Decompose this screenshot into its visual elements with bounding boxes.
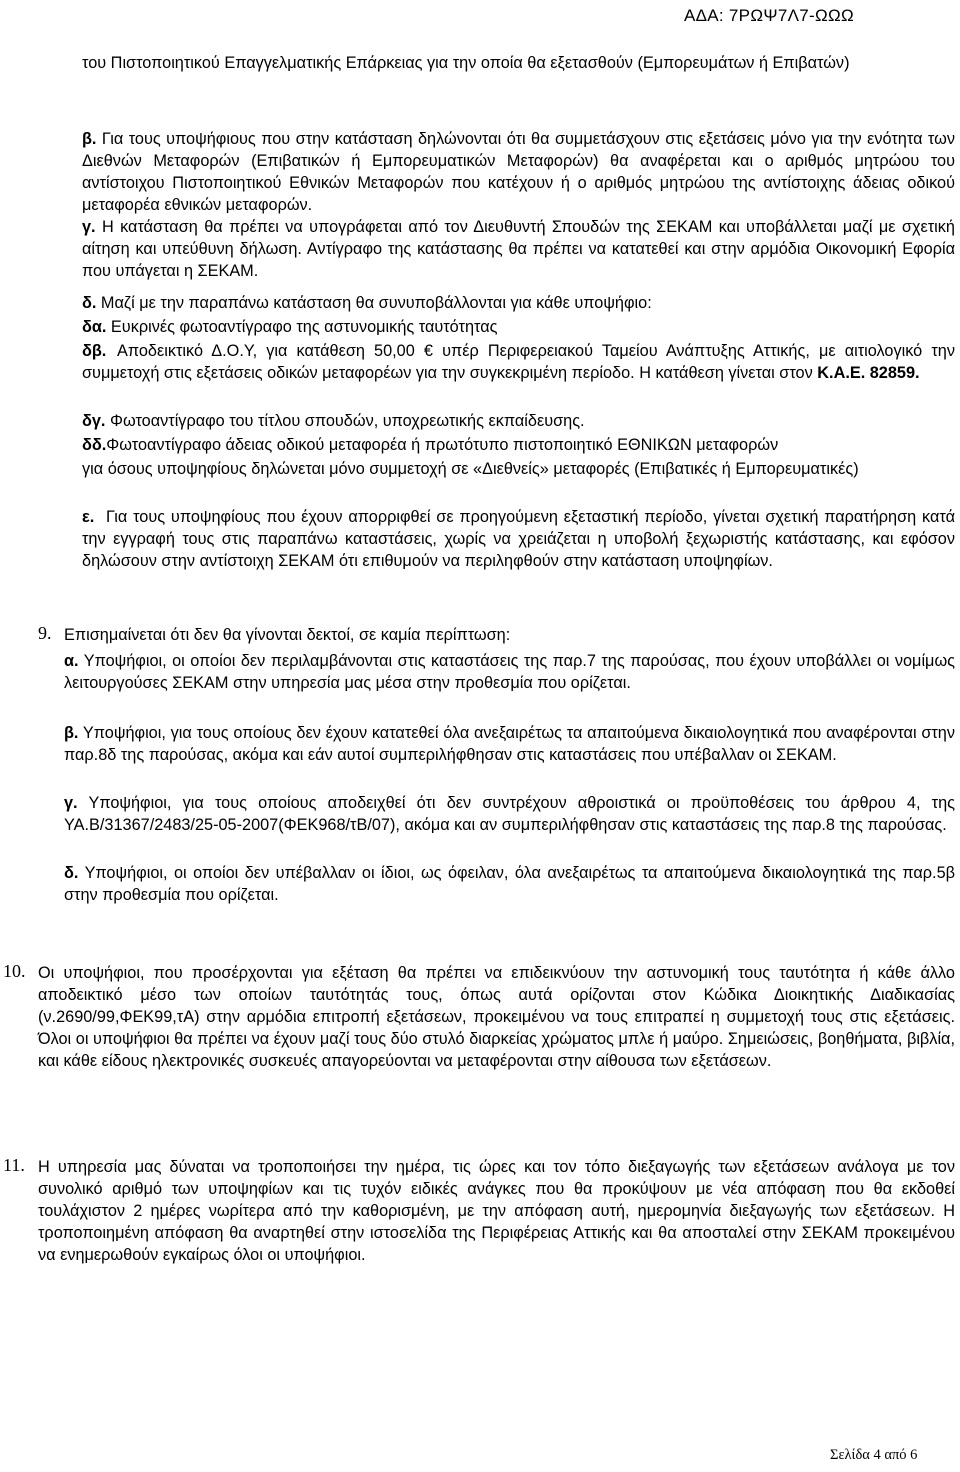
item-label: δα. bbox=[82, 318, 107, 336]
item-label: δδ. bbox=[82, 436, 107, 454]
item-9b bbox=[64, 722, 955, 766]
intro-paragraph bbox=[82, 52, 955, 74]
item-label: δγ. bbox=[82, 412, 106, 430]
item-8dd-cont bbox=[82, 458, 955, 480]
item-text: Υποψήφιοι, για τους οποίους δεν έχουν κατατεθεί όλα ανεξαιρέτως τα απαιτούμενα δικαιολογητικά που αναφέρονται στην παρ.8δ της παρούσας, ακόμα και εάν αυτοί συμπεριλήφθησαν στις καταστάσεις που υπέβαλλαν οι ΣΕΚΑΜ. bbox=[64, 724, 955, 764]
item-8b bbox=[82, 128, 955, 216]
item-11-number: 11. bbox=[3, 1155, 25, 1175]
item-text: Φωτοαντίγραφο του τίτλου σπουδών, υποχρεωτικής εκπαίδευσης. bbox=[105, 412, 585, 430]
item-text: Ευκρινές φωτοαντίγραφο της αστυνομικής ταυτότητας bbox=[106, 318, 498, 336]
ada-code: ΑΔΑ: 7ΡΩΨ7Λ7-ΩΩΩ bbox=[683, 6, 854, 25]
item-text: Για τους υποψήφιους που στην κατάσταση δηλώνονται ότι θα συμμετάσχουν στις εξετάσεις μόνο για την ενότητα των Διεθνών Μεταφορών (Επιβατικών ή Εμπορευματικών Μεταφορών) θα αναφέρεται και ο αριθμός μητρώου του αντίστοιχου Πιστοποιητικού Εθνικών Μεταφορών που κατέχουν ή ο αριθμός μητρώου της αντίστοιχης άδειας οδικού μεταφορέα εθνικών μεταφορών. bbox=[82, 130, 955, 214]
item-8e-label: ε. bbox=[82, 508, 95, 526]
item-label: γ. bbox=[82, 218, 96, 236]
item-11-text: Η υπηρεσία μας δύναται να τροποποιήσει την ημέρα, τις ώρες και τον τόπο διεξαγωγής των εξετάσεων ανάλογα με τον συνολικό αριθμό των υποψηφίων και τις τυχόν ειδικές ανάγκες που θα προκύψουν με νέα απόφαση που θα εκδοθεί τουλάχιστον 2 ημέρες νωρίτερα από την καθορισμένη, με την απόφαση αυτή, ημερομηνία διεξαγωγής των εξετάσεων. Η τροποποιημένη απόφαση θα αναρτηθεί στην ιστοσελίδα της Περιφέρειας Αττικής και θα αποσταλεί στην ΣΕΚΑΜ προκειμένου να ενημερωθούν εγκαίρως όλοι οι υποψήφιοι. bbox=[38, 1158, 955, 1264]
item-9-heading: Επισημαίνεται ότι δεν θα γίνονται δεκτοί, σε καμία περίπτωση: bbox=[64, 626, 511, 644]
item-10-number: 10. bbox=[3, 961, 26, 981]
item-10-text: Οι υποψήφιοι, που προσέρχονται για εξέταση θα πρέπει να επιδεικνύουν την αστυνομική τους ταυτότητα ή κάθε άλλο αποδεικτικό μέσο των οποίων ταυτότητάς τους, όπως αυτά ορίζονται στον Κώδικα Διοικητικής Διαδικασίας (ν.2690/99,ΦΕΚ99,τΑ) στην αρμόδια επιτροπή εξετάσεων, προκειμένου να τους επιτραπεί η συμμετοχή τους στις εξετάσεις. Όλοι οι υποψήφιοι θα πρέπει να έχουν μαζί τους δύο στυλό διαρκείας χρώματος μπλε ή μαύρο. Σημειώσεις, βοηθήματα, βιβλία, και κάθε είδους ηλεκτρονικές συσκευές απαγορεύονται να μεταφέρονται στην αίθουσα των εξετάσεων. bbox=[38, 964, 955, 1070]
item-8da bbox=[82, 316, 955, 338]
item-text: για όσους υποψηφίους δηλώνεται μόνο συμμετοχή σε «Διεθνείς» μεταφορές (Επιβατικές ή Εμπορευματικές) bbox=[82, 460, 859, 478]
item-text: Μαζί με την παραπάνω κατάσταση θα συνυποβάλλονται για κάθε υποψήφιο: bbox=[96, 294, 652, 312]
item-label: α. bbox=[64, 652, 79, 670]
item-8dd bbox=[82, 434, 955, 456]
item-text: Υποψήφιοι, οι οποίοι δεν υπέβαλλαν οι ίδιοι, ως όφειλαν, όλα ανεξαιρέτως τα απαιτούμενα δικαιολογητικά της παρ.5β στην προθεσμία που ορίζεται. bbox=[64, 864, 955, 904]
item-8d bbox=[82, 292, 955, 314]
item-8db bbox=[82, 340, 955, 384]
item-9g bbox=[64, 792, 955, 836]
item-8db-label: δβ. bbox=[82, 342, 107, 360]
item-text: Η κατάσταση θα πρέπει να υπογράφεται από τον Διευθυντή Σπουδών της ΣΕΚΑΜ και υποβάλλεται μαζί με σχετική αίτηση και υπεύθυνη δήλωση. Αντίγραφο της κατάστασης θα πρέπει να κατατεθεί και στην αρμόδια Οικονομική Εφορία που υπάγεται η ΣΕΚΑΜ. bbox=[82, 218, 955, 280]
item-text: Αποδεικτικό Δ.Ο.Υ, για κατάθεση 50,00 € υπέρ Περιφερειακού Ταμείου Ανάπτυξης Αττικής, με αιτιολογικό την συμμετοχή στις εξετάσεις οδικών μεταφορέων για την συγκεκριμένη περίοδο. Η κατάθεση γίνεται στον bbox=[82, 342, 955, 382]
item-text: Φωτοαντίγραφο άδειας οδικού μεταφορέα ή πρωτότυπο πιστοποιητικό ΕΘΝΙΚΩΝ μεταφορών bbox=[106, 436, 779, 454]
item-9d bbox=[64, 862, 955, 906]
item-label: γ. bbox=[64, 794, 78, 812]
kae-code: Κ.Α.Ε. 82859. bbox=[817, 364, 920, 382]
item-label: β. bbox=[82, 130, 97, 148]
page-number: Σελίδα 4 από 6 bbox=[830, 1447, 918, 1463]
intro-text: του Πιστοποιητικού Επαγγελματικής Επάρκειας για την οποία θα εξετασθούν (Εμπορευμάτων ή Επιβατών) bbox=[82, 54, 850, 72]
item-text: Υποψήφιοι, οι οποίοι δεν περιλαμβάνονται στις καταστάσεις της παρ.7 της παρούσας, που έχουν υποβάλλει οι νομίμως λειτουργούσες ΣΕΚΑΜ στην υπηρεσία μας μέσα στην προθεσμία που ορίζεται. bbox=[64, 652, 955, 692]
item-8g bbox=[82, 216, 955, 282]
item-text: Υποψήφιοι, για τους οποίους αποδειχθεί ότι δεν συντρέχουν αθροιστικά οι προϋποθέσεις του άρθρου 4, της ΥΑ.Β/31367/2483/25-05-2007(ΦΕΚ968/τΒ/07), ακόμα και αν συμπεριλήφθησαν στις καταστάσεις της παρ.8 της παρούσας. bbox=[64, 794, 955, 834]
item-8dg bbox=[82, 410, 955, 432]
item-9-number: 9. bbox=[38, 623, 52, 643]
item-label: δ. bbox=[64, 864, 79, 882]
item-9a bbox=[64, 650, 955, 694]
item-label: β. bbox=[64, 724, 79, 742]
item-label: δ. bbox=[82, 294, 97, 312]
item-text: Για τους υποψηφίους που έχουν απορριφθεί σε προηγούμενη εξεταστική περίοδο, γίνεται σχετική παρατήρηση κατά την εγγραφή τους στις παραπάνω καταστάσεις, χωρίς να χρειάζεται η υποβολή ξεχωριστής κατάστασης, και εφόσον δηλώσουν στην αντίστοιχη ΣΕΚΑΜ ότι επιθυμούν να περιληφθούν στην κατάσταση υποψηφίων. bbox=[82, 508, 955, 570]
item-8e bbox=[82, 506, 955, 572]
